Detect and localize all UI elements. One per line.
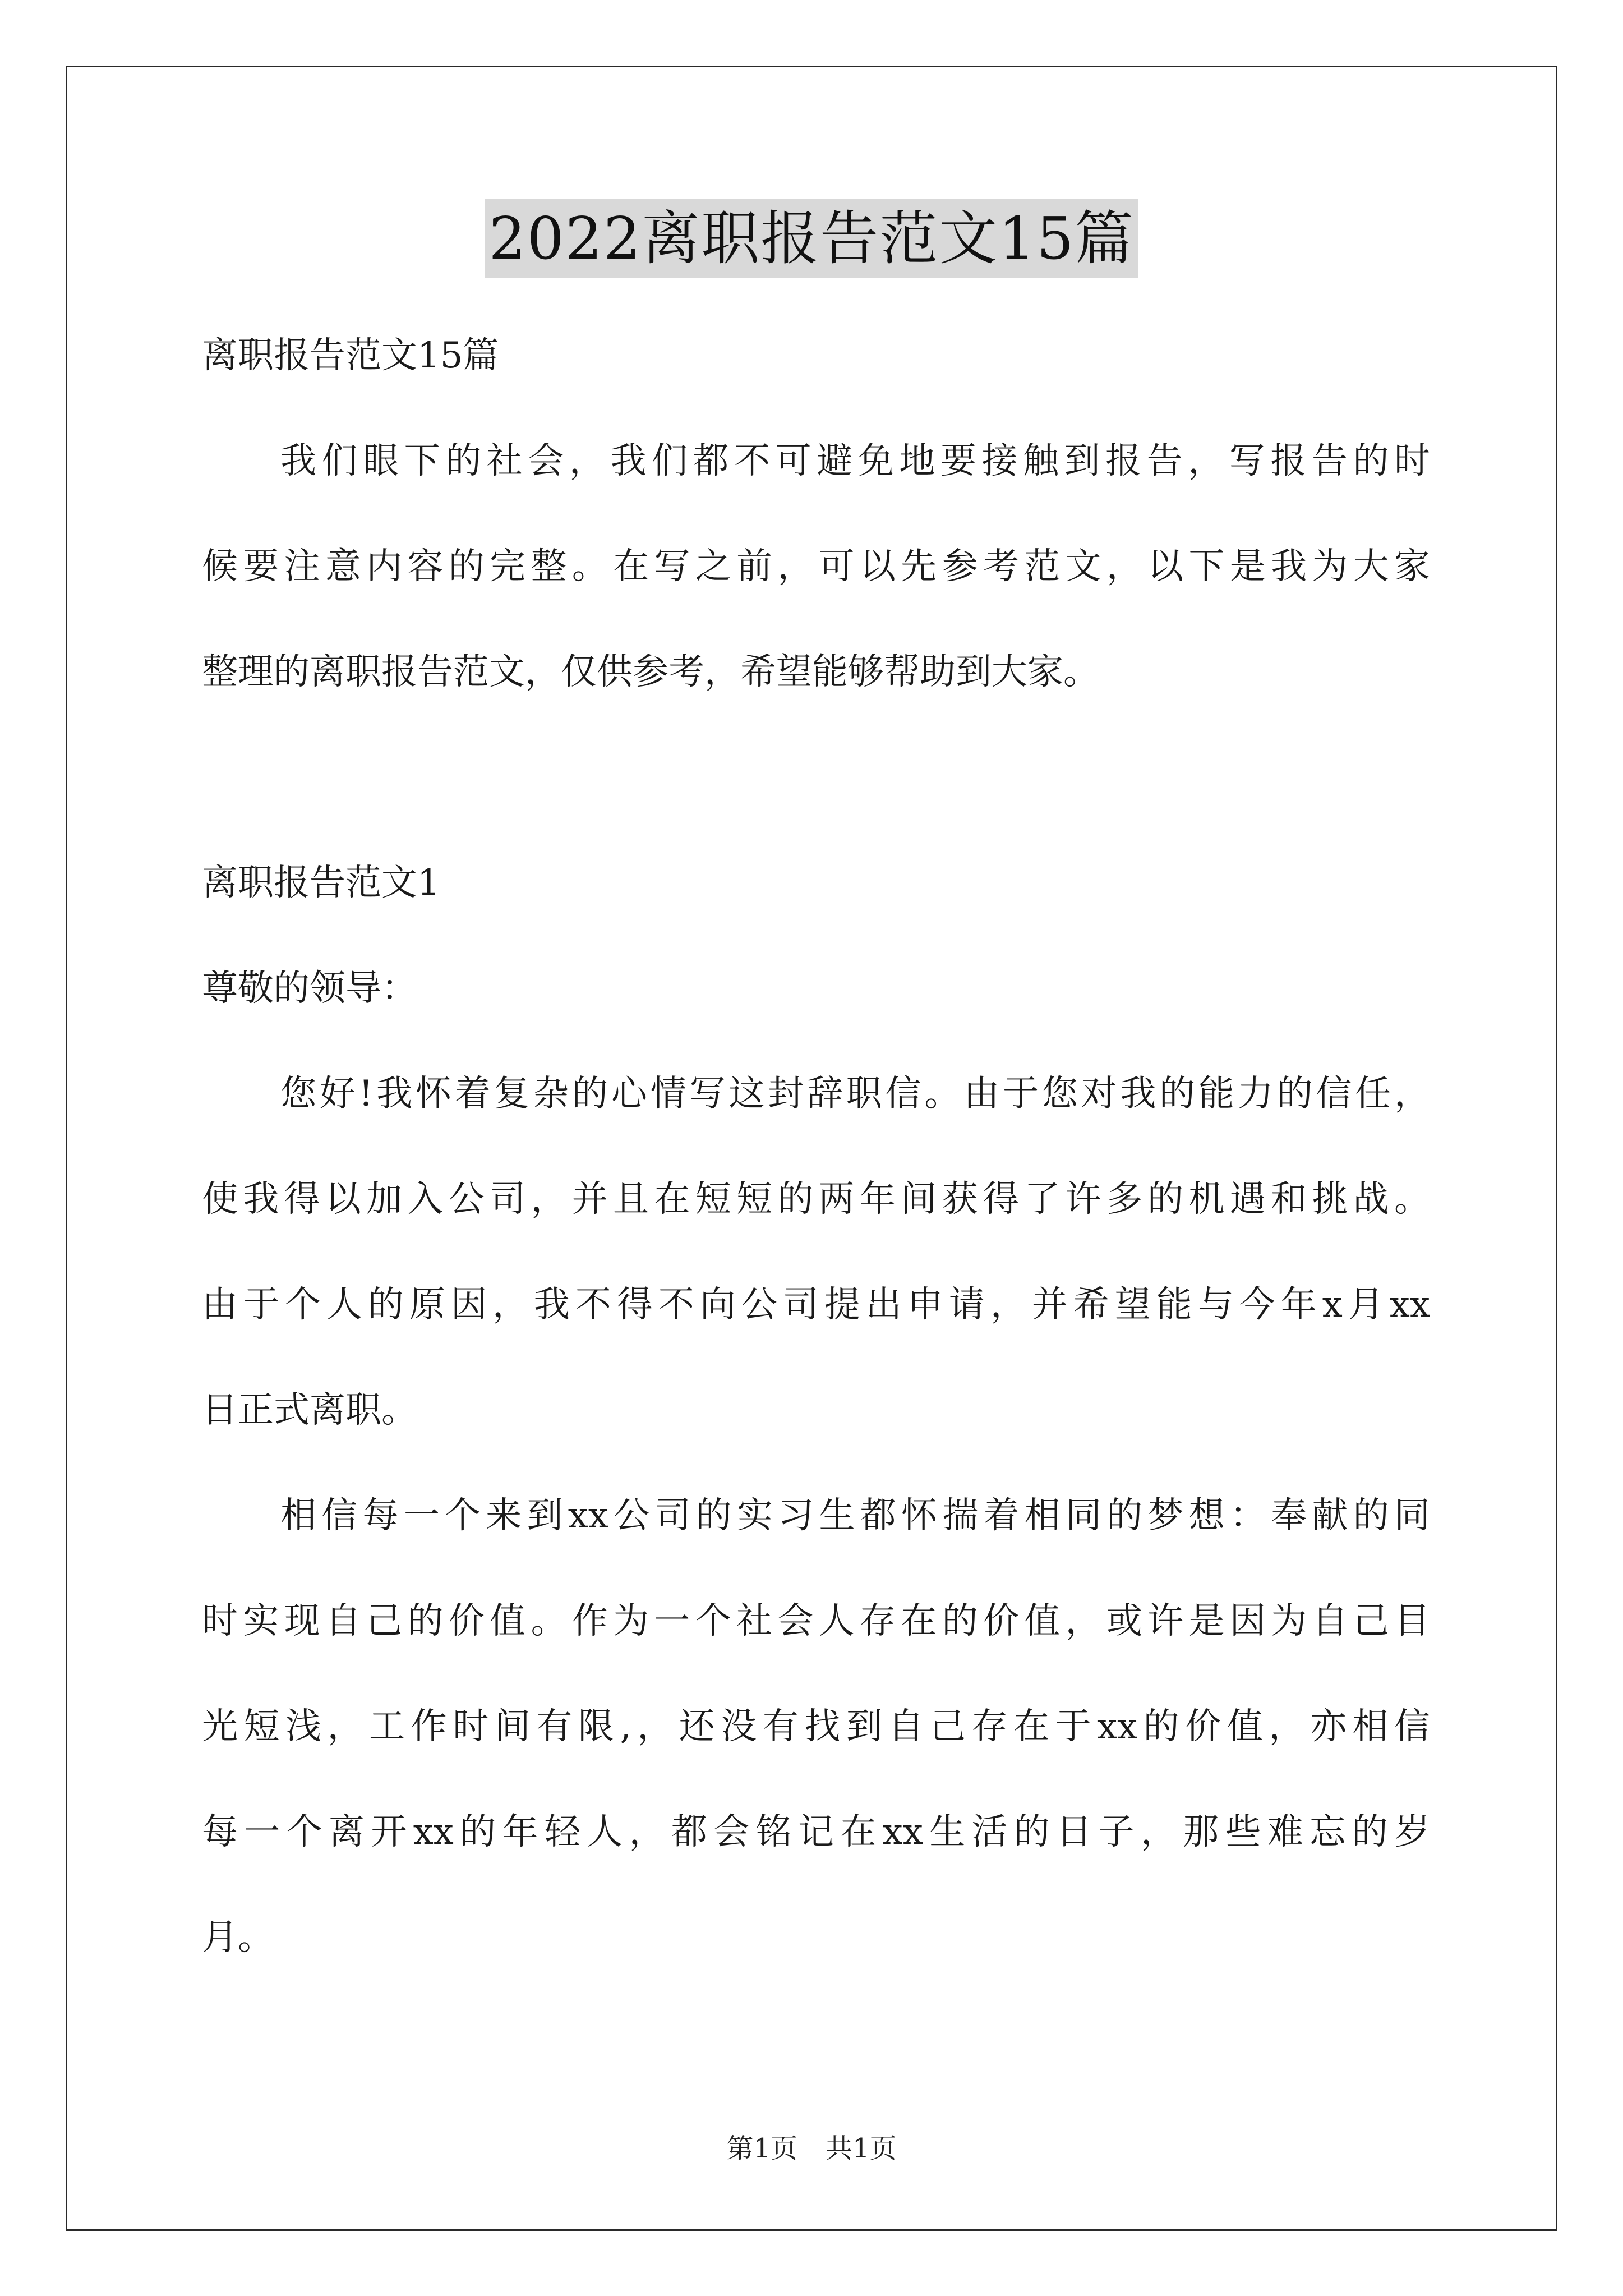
title-container — [0, 199, 1623, 278]
document-title: 2022离职报告范文15篇 — [485, 199, 1137, 278]
para1-line-1: 您好!我怀着复杂的心情写这封辞职信。由于您对我的能力的信任， — [280, 1073, 1430, 1115]
document-body — [202, 303, 1430, 1990]
intro-line-1: 我们眼下的社会，我们都不可避免地要接触到报告，写报告的时 — [280, 440, 1430, 482]
section-heading: 离职报告范文1 — [202, 862, 440, 904]
para2-line-1: 相信每一个来到xx公司的实习生都怀揣着相同的梦想：奉献的同 — [280, 1495, 1430, 1536]
para1-line-2: 使我得以加入公司，并且在短短的两年间获得了许多的机遇和挑战。 — [202, 1179, 1430, 1220]
para2-line-4: 每一个离开xx的年轻人，都会铭记在xx生活的日子，那些难忘的岁 — [202, 1811, 1430, 1853]
document-subtitle: 离职报告范文15篇 — [202, 335, 499, 376]
para1-line-4: 日正式离职。 — [202, 1389, 417, 1431]
intro-line-2: 候要注意内容的完整。在写之前，可以先参考范文，以下是我为大家 — [202, 546, 1430, 587]
para1-line-3: 由于个人的原因，我不得不向公司提出申请，并希望能与今年x月xx — [202, 1284, 1430, 1326]
para2-line-5: 月。 — [202, 1917, 274, 1958]
page-number: 第1页 — [726, 2133, 797, 2164]
para2-line-3: 光短浅，工作时间有限,，还没有找到自己存在于xx的价值，亦相信 — [202, 1706, 1430, 1747]
salutation: 尊敬的领导： — [202, 968, 417, 1009]
page-footer — [0, 2132, 1623, 2165]
page-total: 共1页 — [826, 2133, 897, 2164]
para2-line-2: 时实现自己的价值。作为一个社会人存在的价值，或许是因为自己目 — [202, 1600, 1430, 1642]
section-spacer — [202, 725, 1430, 830]
intro-line-3: 整理的离职报告范文，仅供参考，希望能够帮助到大家。 — [202, 651, 1099, 693]
